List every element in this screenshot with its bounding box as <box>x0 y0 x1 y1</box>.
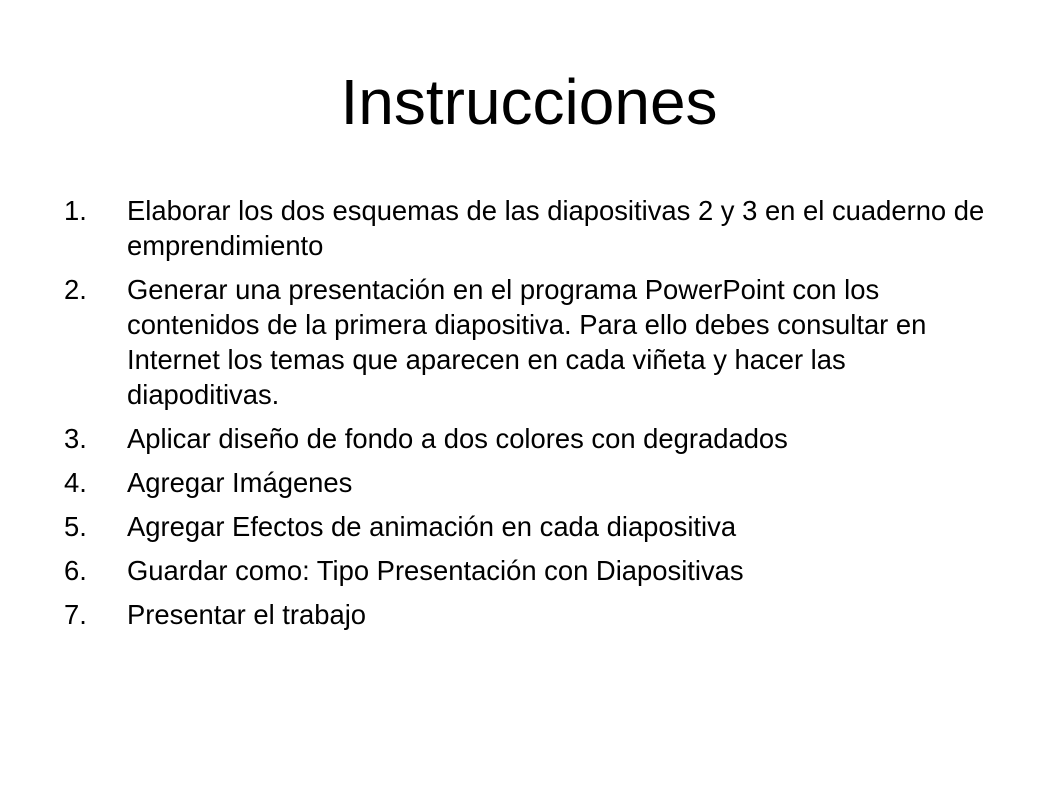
list-item-text: Aplicar diseño de fondo a dos colores con degradados <box>127 423 788 454</box>
slide-title: Instrucciones <box>340 66 718 138</box>
instructions-list <box>64 193 994 641</box>
list-item <box>64 272 994 412</box>
list-item <box>64 193 994 263</box>
list-item-number: 2. <box>64 274 87 305</box>
list-item <box>64 421 994 456</box>
list-item-text: Guardar como: Tipo Presentación con Diapositivas <box>127 555 744 586</box>
list-item <box>64 509 994 544</box>
list-item-number: 1. <box>64 195 87 226</box>
list-item <box>64 597 994 632</box>
list-item-number: 5. <box>64 511 87 542</box>
list-item-number: 4. <box>64 467 87 498</box>
list-item-number: 3. <box>64 423 87 454</box>
list-item <box>64 465 994 500</box>
list-item-text: Generar una presentación en el programa PowerPoint con los contenidos de la primera diapositiva. Para ello debes consultar en Internet los temas que aparecen en cada viñeta y hacer las diapoditivas. <box>127 274 927 410</box>
list-item-number: 6. <box>64 555 87 586</box>
list-item-text: Presentar el trabajo <box>127 599 367 630</box>
list-item-number: 7. <box>64 599 87 630</box>
list-item-text: Agregar Imágenes <box>127 467 353 498</box>
list-item <box>64 553 994 588</box>
list-item-text: Elaborar los dos esquemas de las diapositivas 2 y 3 en el cuaderno de emprendimiento <box>127 195 985 261</box>
list-item-text: Agregar Efectos de animación en cada diapositiva <box>127 511 737 542</box>
